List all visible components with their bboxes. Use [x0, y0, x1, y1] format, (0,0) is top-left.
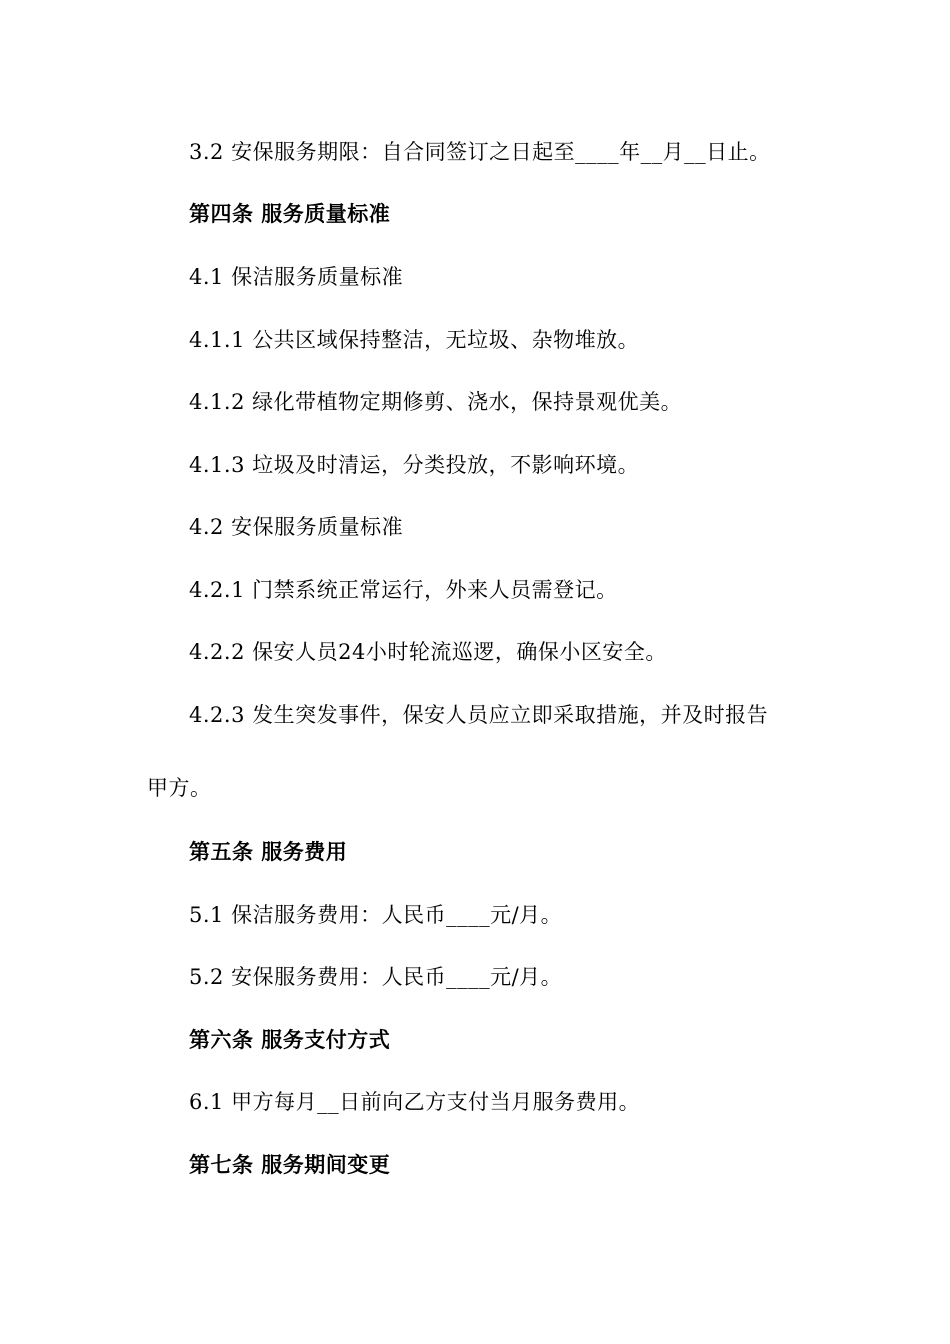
article-6-heading: 第六条 服务支付方式: [189, 1027, 391, 1052]
clause-3-2: 3.2 安保服务期限：自合同签订之日起至____年__月__日止。: [189, 140, 771, 164]
clause-6-1: 6.1 甲方每月__日前向乙方支付当月服务费用。: [189, 1090, 641, 1114]
clause-5-2: 5.2 安保服务费用：人民币____元/月。: [189, 965, 563, 989]
clause-4-2-3: 4.2.3 发生突发事件，保安人员应立即采取措施，并及时报告: [189, 703, 769, 727]
article-5-heading: 第五条 服务费用: [189, 839, 348, 864]
article-7-heading: 第七条 服务期间变更: [189, 1152, 391, 1177]
clause-4-1-3: 4.1.3 垃圾及时清运，分类投放，不影响环境。: [189, 453, 640, 477]
clause-4-1-2: 4.1.2 绿化带植物定期修剪、浇水，保持景观优美。: [189, 390, 683, 414]
article-4-heading: 第四条 服务质量标准: [189, 201, 391, 226]
clause-4-2-3-continuation: 甲方。: [147, 776, 212, 800]
clause-4-1-1: 4.1.1 公共区域保持整洁，无垃圾、杂物堆放。: [189, 328, 640, 352]
clause-4-2-1: 4.2.1 门禁系统正常运行，外来人员需登记。: [189, 578, 618, 602]
clause-5-1: 5.1 保洁服务费用：人民币____元/月。: [189, 903, 563, 927]
clause-4-2: 4.2 安保服务质量标准: [189, 515, 404, 539]
clause-4-1: 4.1 保洁服务质量标准: [189, 265, 404, 289]
clause-4-2-2: 4.2.2 保安人员24小时轮流巡逻，确保小区安全。: [189, 640, 667, 664]
